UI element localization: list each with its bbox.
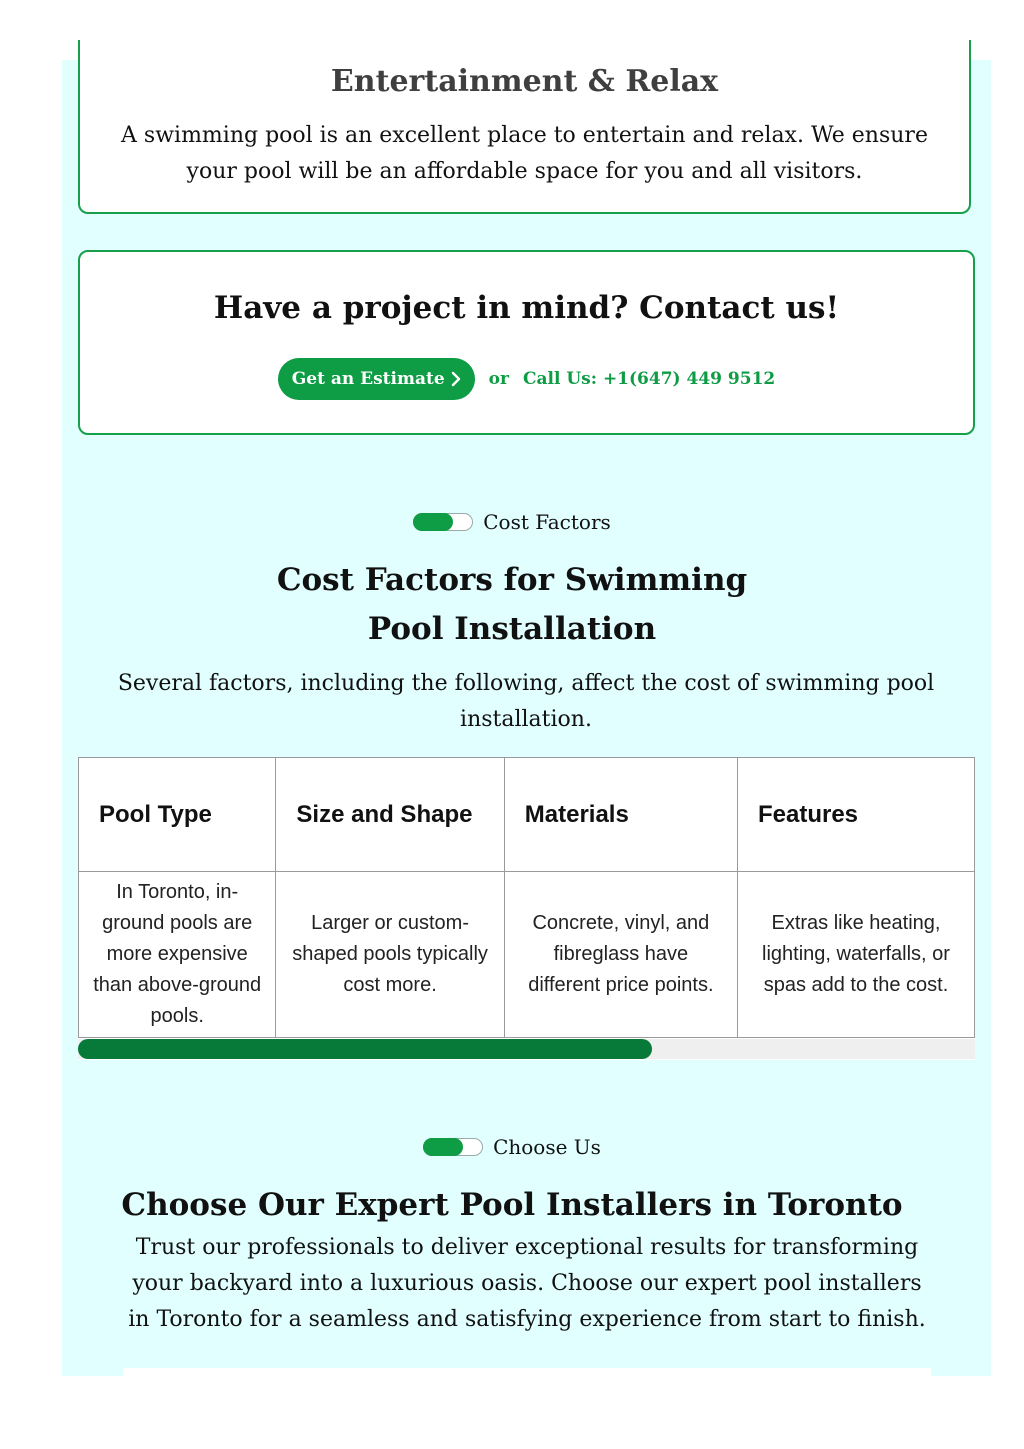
table-scrollbar-thumb[interactable]: [78, 1039, 652, 1059]
table-header-cell: Pool Type: [79, 758, 276, 872]
or-text: or: [488, 369, 509, 389]
toggle-decoration-icon: [423, 1138, 483, 1156]
contact-title: Have a project in mind? Contact us!: [213, 290, 840, 326]
cost-factors-table-container: [78, 757, 975, 1060]
cost-factors-intro: Several factors, including the following, affect the cost of swimming pool installation.: [117, 671, 935, 732]
entertainment-card: [78, 40, 971, 214]
table-scrollbar[interactable]: [78, 1039, 975, 1059]
cost-factors-title-line2: Pool Installation: [367, 611, 657, 647]
contact-card: [78, 250, 975, 435]
cost-factors-tag: [0, 510, 1024, 534]
cost-factors-title-line1: Cost Factors for Swimming: [276, 562, 748, 598]
table-cell: In Toronto, in-ground pools are more expensive than above-ground pools.: [79, 872, 276, 1038]
table-cell: Concrete, vinyl, and fibreglass have different price points.: [504, 872, 737, 1038]
table-header-cell: Size and Shape: [276, 758, 504, 872]
table-header-cell: Features: [737, 758, 974, 872]
table-row: [79, 872, 975, 1038]
cost-factors-table: [78, 757, 975, 1038]
choose-us-tag: [0, 1135, 1024, 1159]
bottom-card-edge: [123, 1368, 931, 1376]
table-header-cell: Materials: [504, 758, 737, 872]
call-us-link[interactable]: Call Us: +1(647) 449 9512: [522, 369, 776, 389]
table-header-row: [79, 758, 975, 872]
table-cell: Extras like heating, lighting, waterfalls, or spas add to the cost.: [737, 872, 974, 1038]
get-estimate-label: Get an Estimate: [291, 369, 445, 389]
choose-us-tag-label: Choose Us: [493, 1135, 601, 1159]
entertainment-title: Entertainment & Relax: [330, 64, 719, 99]
choose-us-intro: Trust our professionals to deliver exceptional results for transforming your backyard into a luxurious oasis. Choose our expert pool installers in Toronto for a seamless and satisfying experience from start to finish.: [128, 1235, 926, 1332]
contact-actions: [80, 358, 973, 400]
cost-factors-tag-label: Cost Factors: [483, 510, 611, 534]
toggle-decoration-icon: [413, 513, 473, 531]
entertainment-text: A swimming pool is an excellent place to entertain and relax. We ensure your pool will be an affordable space for you and all visitors.: [121, 123, 928, 184]
choose-us-title: Choose Our Expert Pool Installers in Toronto: [121, 1187, 903, 1223]
table-cell: Larger or custom-shaped pools typically cost more.: [276, 872, 504, 1038]
get-estimate-button[interactable]: [278, 358, 475, 400]
chevron-right-icon: [451, 371, 461, 387]
